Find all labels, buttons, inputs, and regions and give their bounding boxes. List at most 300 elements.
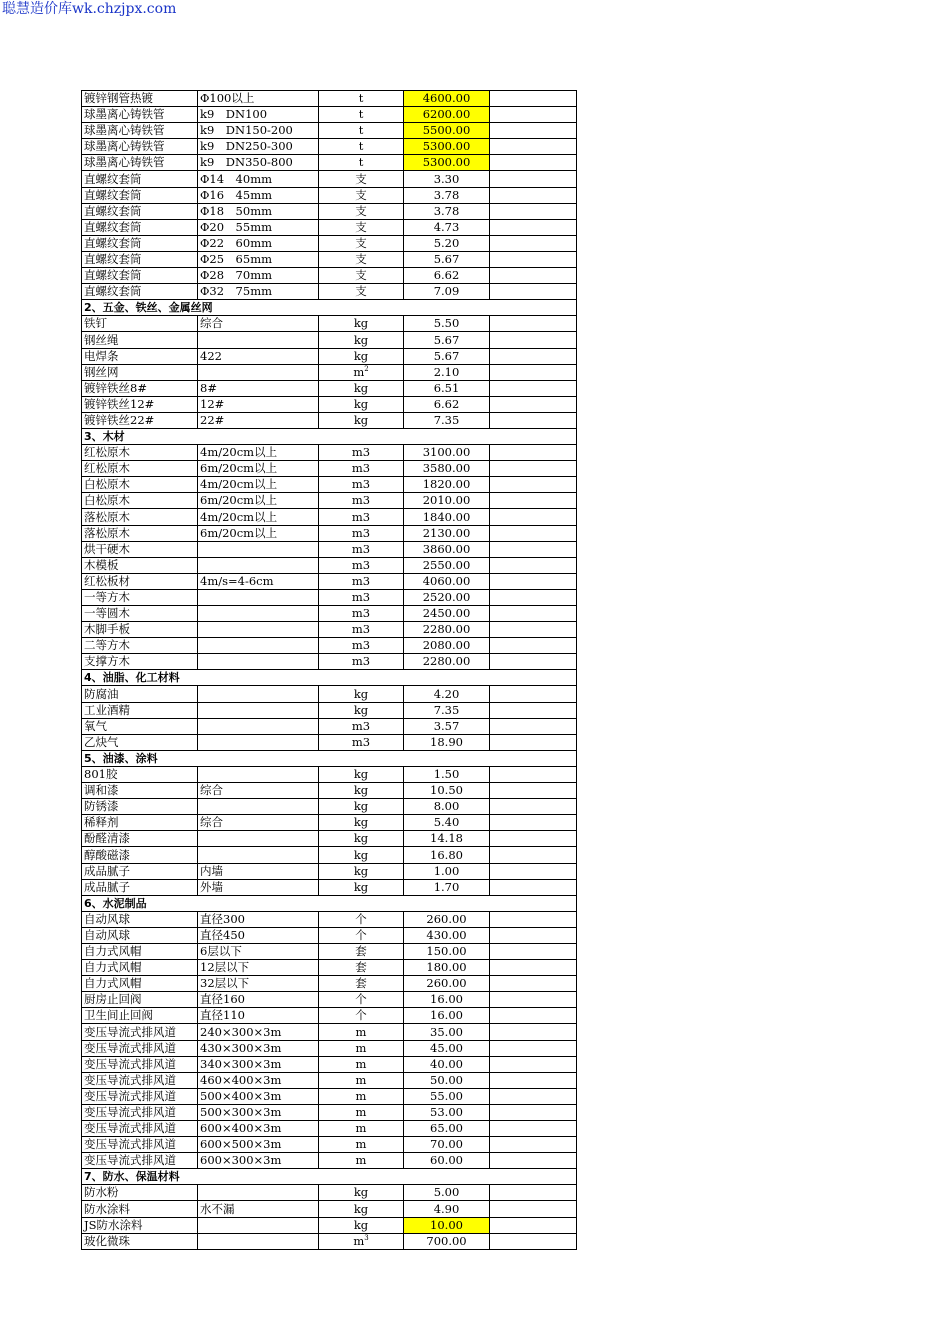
empty-cell: [490, 1024, 577, 1040]
material-name-cell: 一等圆木: [82, 606, 198, 622]
spec-cell: 460×400×3m: [198, 1072, 319, 1088]
unit-cell: m: [319, 1040, 404, 1056]
spec-cell: [198, 606, 319, 622]
empty-cell: [490, 960, 577, 976]
unit-cell: m: [319, 1024, 404, 1040]
price-cell: 60.00: [404, 1153, 490, 1169]
material-name-cell: 自力式风帽: [82, 943, 198, 959]
price-cell: 4.90: [404, 1201, 490, 1217]
table-row: [82, 606, 577, 622]
unit-cell: 套: [319, 960, 404, 976]
material-name-cell: 直螺纹套筒: [82, 187, 198, 203]
material-name-cell: 直螺纹套筒: [82, 219, 198, 235]
empty-cell: [490, 718, 577, 734]
table-row: [82, 783, 577, 799]
table-row: [82, 139, 577, 155]
spec-cell: 外墙: [198, 879, 319, 895]
unit-cell: m3: [319, 718, 404, 734]
empty-cell: [490, 268, 577, 284]
empty-cell: [490, 1088, 577, 1104]
material-name-cell: 玻化微珠: [82, 1233, 198, 1249]
empty-cell: [490, 1233, 577, 1249]
table-row: [82, 380, 577, 396]
table-row: [82, 332, 577, 348]
price-cell: 3.78: [404, 203, 490, 219]
empty-cell: [490, 187, 577, 203]
spec-cell: 8#: [198, 380, 319, 396]
material-name-cell: 球墨离心铸铁管: [82, 107, 198, 123]
unit-cell: m: [319, 1088, 404, 1104]
spec-cell: Φ28 70mm: [198, 268, 319, 284]
unit-cell: 支: [319, 187, 404, 203]
material-name-cell: 防腐油: [82, 686, 198, 702]
unit-cell: m3: [319, 654, 404, 670]
unit-cell: 个: [319, 992, 404, 1008]
empty-cell: [490, 589, 577, 605]
material-name-cell: 钢丝绳: [82, 332, 198, 348]
price-cell: 10.00: [404, 1217, 490, 1233]
material-name-cell: 一等方木: [82, 589, 198, 605]
empty-cell: [490, 91, 577, 107]
price-cell: 6.51: [404, 380, 490, 396]
price-cell: 3580.00: [404, 461, 490, 477]
empty-cell: [490, 171, 577, 187]
unit-cell: kg: [319, 702, 404, 718]
spec-cell: 500×400×3m: [198, 1088, 319, 1104]
spec-cell: [198, 766, 319, 782]
section-header-row: [82, 895, 577, 911]
table-row: [82, 1217, 577, 1233]
price-cell: 3.30: [404, 171, 490, 187]
unit-cell: 个: [319, 911, 404, 927]
material-name-cell: 二等方木: [82, 638, 198, 654]
table-row: [82, 718, 577, 734]
material-name-cell: 调和漆: [82, 783, 198, 799]
price-cell: 3.78: [404, 187, 490, 203]
spec-cell: 600×400×3m: [198, 1121, 319, 1137]
empty-cell: [490, 412, 577, 428]
material-name-cell: 变压导流式排风道: [82, 1072, 198, 1088]
spec-cell: Φ20 55mm: [198, 219, 319, 235]
price-cell: 5.00: [404, 1185, 490, 1201]
material-name-cell: 防水涂料: [82, 1201, 198, 1217]
material-name-cell: 直螺纹套筒: [82, 268, 198, 284]
material-name-cell: 乙炔气: [82, 734, 198, 750]
spec-cell: [198, 332, 319, 348]
spec-cell: [198, 1217, 319, 1233]
price-cell: 430.00: [404, 927, 490, 943]
unit-superscript: 2: [364, 364, 369, 373]
unit-cell: 支: [319, 171, 404, 187]
empty-cell: [490, 251, 577, 267]
unit-cell: t: [319, 91, 404, 107]
table-row: [82, 1104, 577, 1120]
spec-cell: 22#: [198, 412, 319, 428]
unit-cell: m3: [319, 734, 404, 750]
price-cell: 2.10: [404, 364, 490, 380]
unit-cell: kg: [319, 686, 404, 702]
table-row: [82, 654, 577, 670]
material-name-cell: 变压导流式排风道: [82, 1088, 198, 1104]
price-cell: 1840.00: [404, 509, 490, 525]
unit-cell: kg: [319, 815, 404, 831]
empty-cell: [490, 702, 577, 718]
spec-cell: 综合: [198, 815, 319, 831]
table-row: [82, 477, 577, 493]
unit-cell: m: [319, 1104, 404, 1120]
spec-cell: [198, 702, 319, 718]
unit-cell: m3: [319, 638, 404, 654]
empty-cell: [490, 1072, 577, 1088]
spec-cell: Φ100以上: [198, 91, 319, 107]
spec-cell: [198, 638, 319, 654]
unit-cell: kg: [319, 783, 404, 799]
spec-cell: Φ22 60mm: [198, 235, 319, 251]
price-cell: 260.00: [404, 976, 490, 992]
table-row: [82, 943, 577, 959]
unit-cell: t: [319, 107, 404, 123]
material-name-cell: 钢丝网: [82, 364, 198, 380]
empty-cell: [490, 380, 577, 396]
unit-cell: 支: [319, 284, 404, 300]
table-row: [82, 187, 577, 203]
table-row: [82, 799, 577, 815]
table-row: [82, 1072, 577, 1088]
table-row: [82, 445, 577, 461]
material-name-cell: 变压导流式排风道: [82, 1104, 198, 1120]
price-cell: 2080.00: [404, 638, 490, 654]
material-name-cell: 卫生间止回阀: [82, 1008, 198, 1024]
price-cell: 6.62: [404, 268, 490, 284]
empty-cell: [490, 1137, 577, 1153]
unit-cell: m3: [319, 557, 404, 573]
spec-cell: 直径160: [198, 992, 319, 1008]
unit-cell: 支: [319, 235, 404, 251]
empty-cell: [490, 1121, 577, 1137]
empty-cell: [490, 139, 577, 155]
price-table: [81, 90, 577, 1250]
material-name-cell: 镀锌铁丝8#: [82, 380, 198, 396]
empty-cell: [490, 155, 577, 171]
unit-cell: m3: [319, 477, 404, 493]
section-title: 3、木材: [82, 428, 577, 444]
spec-cell: [198, 718, 319, 734]
unit-cell: m3: [319, 461, 404, 477]
spec-cell: 12层以下: [198, 960, 319, 976]
price-cell: 2550.00: [404, 557, 490, 573]
table-row: [82, 91, 577, 107]
section-header-row: [82, 670, 577, 686]
spec-cell: 直径300: [198, 911, 319, 927]
unit-cell: kg: [319, 348, 404, 364]
price-cell: 5.67: [404, 348, 490, 364]
unit-cell: t: [319, 155, 404, 171]
section-header-row: [82, 428, 577, 444]
price-cell: 5300.00: [404, 139, 490, 155]
price-cell: 3100.00: [404, 445, 490, 461]
table-row: [82, 815, 577, 831]
section-header-row: [82, 1169, 577, 1185]
table-row: [82, 1153, 577, 1169]
table-row: [82, 123, 577, 139]
price-cell: 4060.00: [404, 573, 490, 589]
spec-cell: 4m/20cm以上: [198, 445, 319, 461]
spec-cell: [198, 589, 319, 605]
empty-cell: [490, 686, 577, 702]
empty-cell: [490, 219, 577, 235]
spec-cell: 直径450: [198, 927, 319, 943]
table-row: [82, 268, 577, 284]
unit-cell: [319, 1233, 404, 1249]
table-row: [82, 235, 577, 251]
table-row: [82, 541, 577, 557]
spec-cell: k9 DN100: [198, 107, 319, 123]
material-name-cell: 变压导流式排风道: [82, 1121, 198, 1137]
price-cell: 5.67: [404, 251, 490, 267]
table-row: [82, 509, 577, 525]
material-name-cell: 稀释剂: [82, 815, 198, 831]
empty-cell: [490, 1056, 577, 1072]
unit-cell: kg: [319, 396, 404, 412]
table-row: [82, 1040, 577, 1056]
price-cell: 7.35: [404, 702, 490, 718]
price-cell: 700.00: [404, 1233, 490, 1249]
spec-cell: [198, 654, 319, 670]
empty-cell: [490, 461, 577, 477]
material-name-cell: 支撑方木: [82, 654, 198, 670]
price-cell: 2450.00: [404, 606, 490, 622]
table-row: [82, 1088, 577, 1104]
material-name-cell: 直螺纹套筒: [82, 203, 198, 219]
price-cell: 16.00: [404, 992, 490, 1008]
price-cell: 180.00: [404, 960, 490, 976]
header-link[interactable]: 聪慧造价库wk.chzjpx.com: [2, 1, 177, 17]
price-cell: 2520.00: [404, 589, 490, 605]
table-row: [82, 493, 577, 509]
section-title: 5、油漆、涂料: [82, 750, 577, 766]
table-row: [82, 831, 577, 847]
material-name-cell: 变压导流式排风道: [82, 1137, 198, 1153]
unit-cell: m3: [319, 493, 404, 509]
table-row: [82, 412, 577, 428]
price-cell: 5.50: [404, 316, 490, 332]
price-cell: 35.00: [404, 1024, 490, 1040]
material-name-cell: 球墨离心铸铁管: [82, 139, 198, 155]
unit-cell: kg: [319, 380, 404, 396]
price-cell: 65.00: [404, 1121, 490, 1137]
table-row: [82, 284, 577, 300]
spec-cell: 500×300×3m: [198, 1104, 319, 1120]
table-row: [82, 364, 577, 380]
unit-cell: m3: [319, 606, 404, 622]
unit-cell: kg: [319, 766, 404, 782]
material-name-cell: 醇酸磁漆: [82, 847, 198, 863]
unit-cell: m: [319, 1153, 404, 1169]
spec-cell: k9 DN250-300: [198, 139, 319, 155]
material-name-cell: 厨房止回阀: [82, 992, 198, 1008]
empty-cell: [490, 348, 577, 364]
material-name-cell: 直螺纹套筒: [82, 171, 198, 187]
price-cell: 16.00: [404, 1008, 490, 1024]
material-name-cell: 自力式风帽: [82, 960, 198, 976]
table-row: [82, 251, 577, 267]
spec-cell: 直径110: [198, 1008, 319, 1024]
table-row: [82, 622, 577, 638]
spec-cell: 综合: [198, 783, 319, 799]
table-row: [82, 879, 577, 895]
price-cell: 3.57: [404, 718, 490, 734]
spec-cell: 6层以下: [198, 943, 319, 959]
unit-cell: kg: [319, 1201, 404, 1217]
spec-cell: 6m/20cm以上: [198, 461, 319, 477]
material-name-cell: 电焊条: [82, 348, 198, 364]
price-cell: 2130.00: [404, 525, 490, 541]
empty-cell: [490, 943, 577, 959]
price-cell: 14.18: [404, 831, 490, 847]
unit-cell: 支: [319, 219, 404, 235]
material-name-cell: 自力式风帽: [82, 976, 198, 992]
empty-cell: [490, 1008, 577, 1024]
spec-cell: 600×300×3m: [198, 1153, 319, 1169]
unit-cell: kg: [319, 799, 404, 815]
empty-cell: [490, 879, 577, 895]
table-row: [82, 1233, 577, 1249]
price-cell: 5.67: [404, 332, 490, 348]
price-cell: 6.62: [404, 396, 490, 412]
empty-cell: [490, 992, 577, 1008]
material-name-cell: 成品腻子: [82, 863, 198, 879]
spec-cell: 4m/s=4-6cm: [198, 573, 319, 589]
unit-cell: 支: [319, 251, 404, 267]
unit-superscript: 3: [364, 1233, 369, 1242]
table-row: [82, 1185, 577, 1201]
empty-cell: [490, 976, 577, 992]
table-row: [82, 589, 577, 605]
price-cell: 260.00: [404, 911, 490, 927]
empty-cell: [490, 1185, 577, 1201]
empty-cell: [490, 1201, 577, 1217]
price-cell: 40.00: [404, 1056, 490, 1072]
material-name-cell: 镀锌铁丝12#: [82, 396, 198, 412]
unit-cell: m3: [319, 622, 404, 638]
price-cell: 4.20: [404, 686, 490, 702]
spec-cell: 600×500×3m: [198, 1137, 319, 1153]
table-row: [82, 573, 577, 589]
unit-cell: kg: [319, 1217, 404, 1233]
spec-cell: Φ32 75mm: [198, 284, 319, 300]
spec-cell: Φ18 50mm: [198, 203, 319, 219]
price-cell: 5500.00: [404, 123, 490, 139]
table-row: [82, 1121, 577, 1137]
unit-cell: m: [319, 1121, 404, 1137]
price-table-body: [82, 91, 577, 1250]
table-row: [82, 847, 577, 863]
table-row: [82, 927, 577, 943]
spec-cell: 综合: [198, 316, 319, 332]
unit-cell: kg: [319, 316, 404, 332]
material-name-cell: 变压导流式排风道: [82, 1024, 198, 1040]
material-name-cell: 直螺纹套筒: [82, 251, 198, 267]
table-row: [82, 638, 577, 654]
table-row: [82, 155, 577, 171]
unit-cell: 支: [319, 203, 404, 219]
unit-cell: m: [319, 1137, 404, 1153]
material-name-cell: 变压导流式排风道: [82, 1153, 198, 1169]
price-cell: 6200.00: [404, 107, 490, 123]
material-name-cell: 木脚手板: [82, 622, 198, 638]
spec-cell: [198, 734, 319, 750]
unit-cell: 支: [319, 268, 404, 284]
material-name-cell: 落松原木: [82, 525, 198, 541]
material-name-cell: 变压导流式排风道: [82, 1056, 198, 1072]
unit-cell: [319, 364, 404, 380]
material-name-cell: 防锈漆: [82, 799, 198, 815]
unit-cell: m: [319, 1056, 404, 1072]
material-name-cell: 工业酒精: [82, 702, 198, 718]
empty-cell: [490, 445, 577, 461]
empty-cell: [490, 203, 577, 219]
table-row: [82, 316, 577, 332]
spec-cell: [198, 1185, 319, 1201]
empty-cell: [490, 622, 577, 638]
material-name-cell: 直螺纹套筒: [82, 235, 198, 251]
price-cell: 50.00: [404, 1072, 490, 1088]
unit-cell: kg: [319, 879, 404, 895]
unit-cell: m3: [319, 525, 404, 541]
material-name-cell: 球墨离心铸铁管: [82, 123, 198, 139]
empty-cell: [490, 316, 577, 332]
empty-cell: [490, 1217, 577, 1233]
table-row: [82, 348, 577, 364]
price-cell: 5300.00: [404, 155, 490, 171]
section-header-row: [82, 750, 577, 766]
spec-cell: 340×300×3m: [198, 1056, 319, 1072]
unit-cell: m3: [319, 509, 404, 525]
empty-cell: [490, 1153, 577, 1169]
empty-cell: [490, 235, 577, 251]
empty-cell: [490, 284, 577, 300]
price-cell: 1.70: [404, 879, 490, 895]
table-row: [82, 203, 577, 219]
section-title: 7、防水、保温材料: [82, 1169, 577, 1185]
empty-cell: [490, 734, 577, 750]
price-cell: 2010.00: [404, 493, 490, 509]
price-cell: 7.35: [404, 412, 490, 428]
spec-cell: [198, 622, 319, 638]
table-row: [82, 960, 577, 976]
table-row: [82, 734, 577, 750]
spec-cell: [198, 799, 319, 815]
price-cell: 4.73: [404, 219, 490, 235]
material-name-cell: 白松原木: [82, 493, 198, 509]
price-cell: 2280.00: [404, 654, 490, 670]
material-name-cell: 自动风球: [82, 927, 198, 943]
material-name-cell: 801胶: [82, 766, 198, 782]
price-cell: 1820.00: [404, 477, 490, 493]
section-title: 4、油脂、化工材料: [82, 670, 577, 686]
empty-cell: [490, 477, 577, 493]
table-row: [82, 1137, 577, 1153]
table-row: [82, 525, 577, 541]
spec-cell: 6m/20cm以上: [198, 493, 319, 509]
table-row: [82, 992, 577, 1008]
table-row: [82, 976, 577, 992]
unit-cell: m3: [319, 573, 404, 589]
unit-cell: 个: [319, 927, 404, 943]
table-row: [82, 686, 577, 702]
table-row: [82, 911, 577, 927]
empty-cell: [490, 927, 577, 943]
